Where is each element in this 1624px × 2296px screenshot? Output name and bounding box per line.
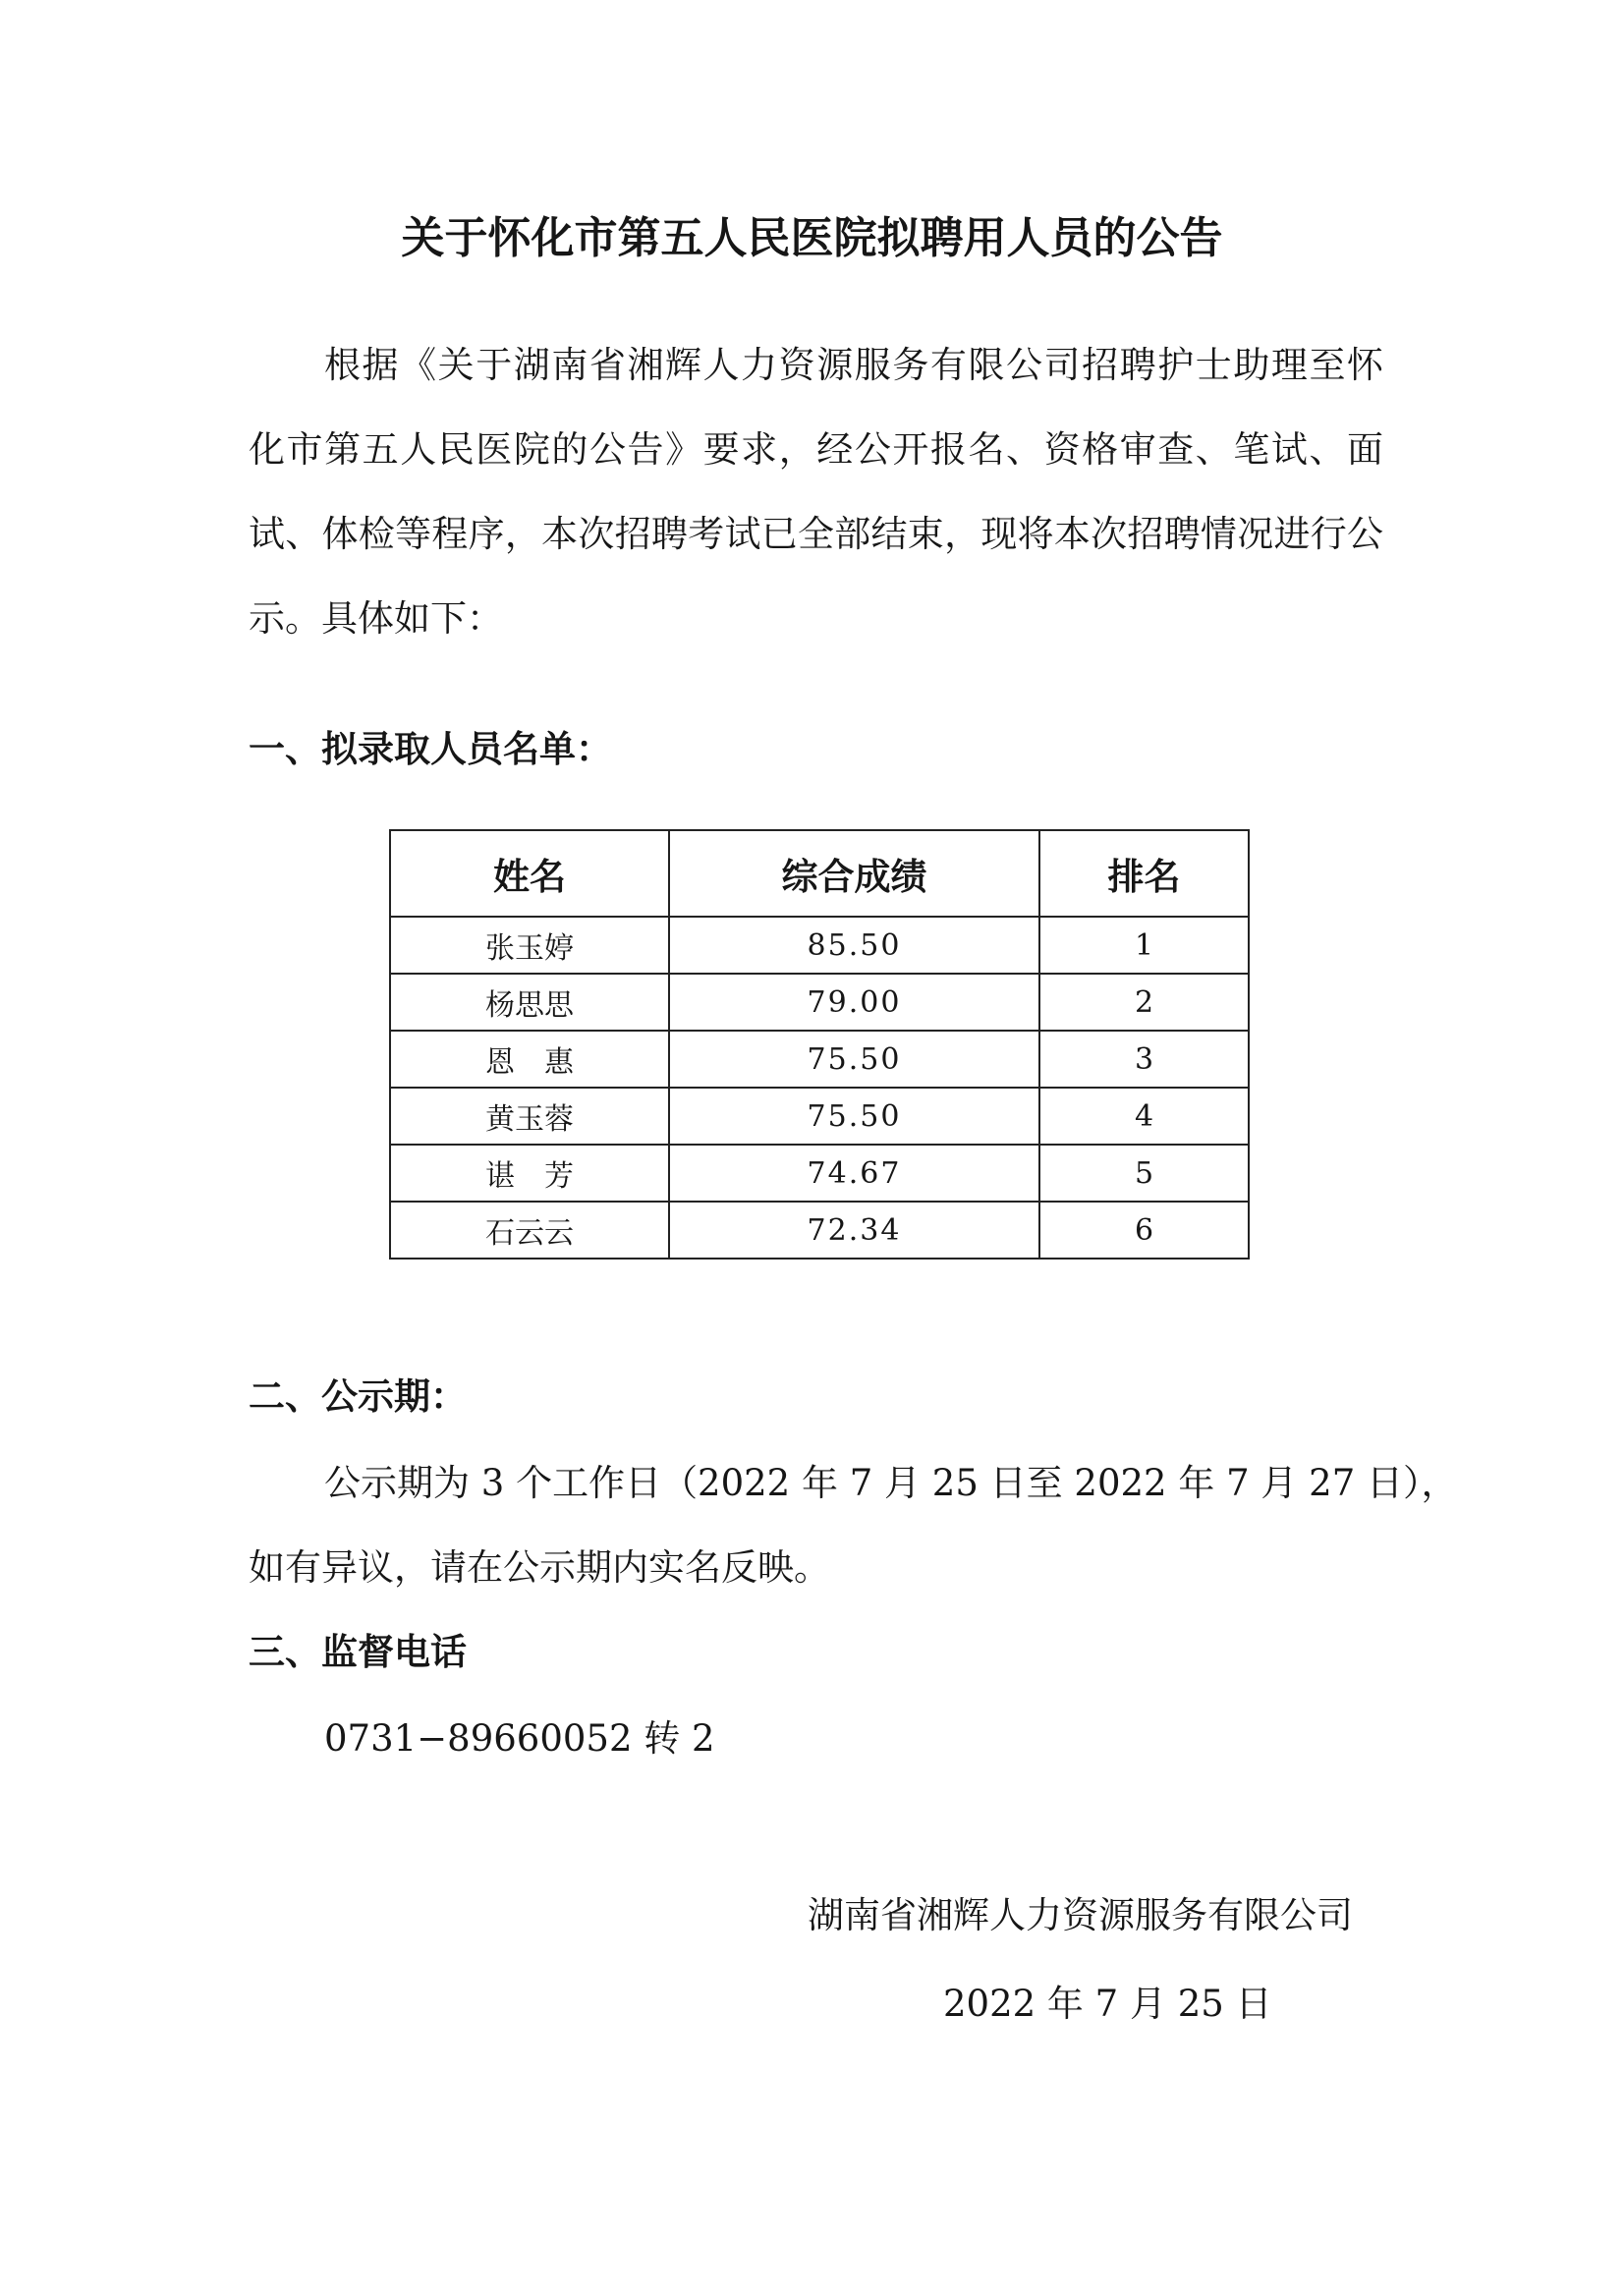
table-row: [390, 974, 1249, 1031]
cell-name: 恩 惠: [390, 1031, 669, 1088]
section-heading-list: 一、拟录取人员名单：: [249, 728, 612, 770]
table-row: [390, 1088, 1249, 1145]
cell-rank: 3: [1039, 1031, 1249, 1088]
supervision-phone: 0731−89660052 转 2: [324, 1717, 715, 1760]
header-score: 综合成绩: [669, 830, 1039, 917]
cell-rank: 4: [1039, 1088, 1249, 1145]
table-row: [390, 917, 1249, 974]
table-header-row: [390, 830, 1249, 917]
cell-score: 74.67: [669, 1145, 1039, 1202]
cell-score: 72.34: [669, 1202, 1039, 1259]
signature-date: 2022 年 7 月 25 日: [943, 1983, 1272, 2025]
cell-score: 85.50: [669, 917, 1039, 974]
cell-rank: 2: [1039, 974, 1249, 1031]
cell-rank: 5: [1039, 1145, 1249, 1202]
table-row: [390, 1202, 1249, 1259]
cell-rank: 6: [1039, 1202, 1249, 1259]
cell-score: 79.00: [669, 974, 1039, 1031]
cell-name: 谌 芳: [390, 1145, 669, 1202]
document-title: 关于怀化市第五人民医院拟聘用人员的公告: [401, 213, 1223, 263]
cell-score: 75.50: [669, 1031, 1039, 1088]
cell-rank: 1: [1039, 917, 1249, 974]
intro-line-2: 化市第五人民医院的公告》要求，经公开报名、资格审查、笔试、面: [249, 428, 1383, 471]
intro-line-1: 根据《关于湖南省湘辉人力资源服务有限公司招聘护士助理至怀: [324, 344, 1383, 386]
table-row: [390, 1031, 1249, 1088]
intro-line-4: 示。具体如下：: [249, 597, 503, 640]
header-name: 姓名: [390, 830, 669, 917]
cell-name: 石云云: [390, 1202, 669, 1259]
cell-score: 75.50: [669, 1088, 1039, 1145]
cell-name: 杨思思: [390, 974, 669, 1031]
period-line-1: 公示期为 3 个工作日（2022 年 7 月 25 日至 2022 年 7 月 27 日），: [324, 1462, 1458, 1504]
section-heading-period: 二、公示期：: [249, 1375, 467, 1418]
cell-name: 张玉婷: [390, 917, 669, 974]
section-heading-phone: 三、监督电话: [249, 1631, 467, 1673]
intro-line-3: 试、体检等程序，本次招聘考试已全部结束，现将本次招聘情况进行公: [249, 513, 1383, 555]
results-table: [389, 829, 1250, 1260]
cell-name: 黄玉蓉: [390, 1088, 669, 1145]
header-rank: 排名: [1039, 830, 1249, 917]
signature-org: 湖南省湘辉人力资源服务有限公司: [808, 1894, 1353, 1936]
period-line-2: 如有异议，请在公示期内实名反映。: [249, 1546, 830, 1589]
table-row: [390, 1145, 1249, 1202]
